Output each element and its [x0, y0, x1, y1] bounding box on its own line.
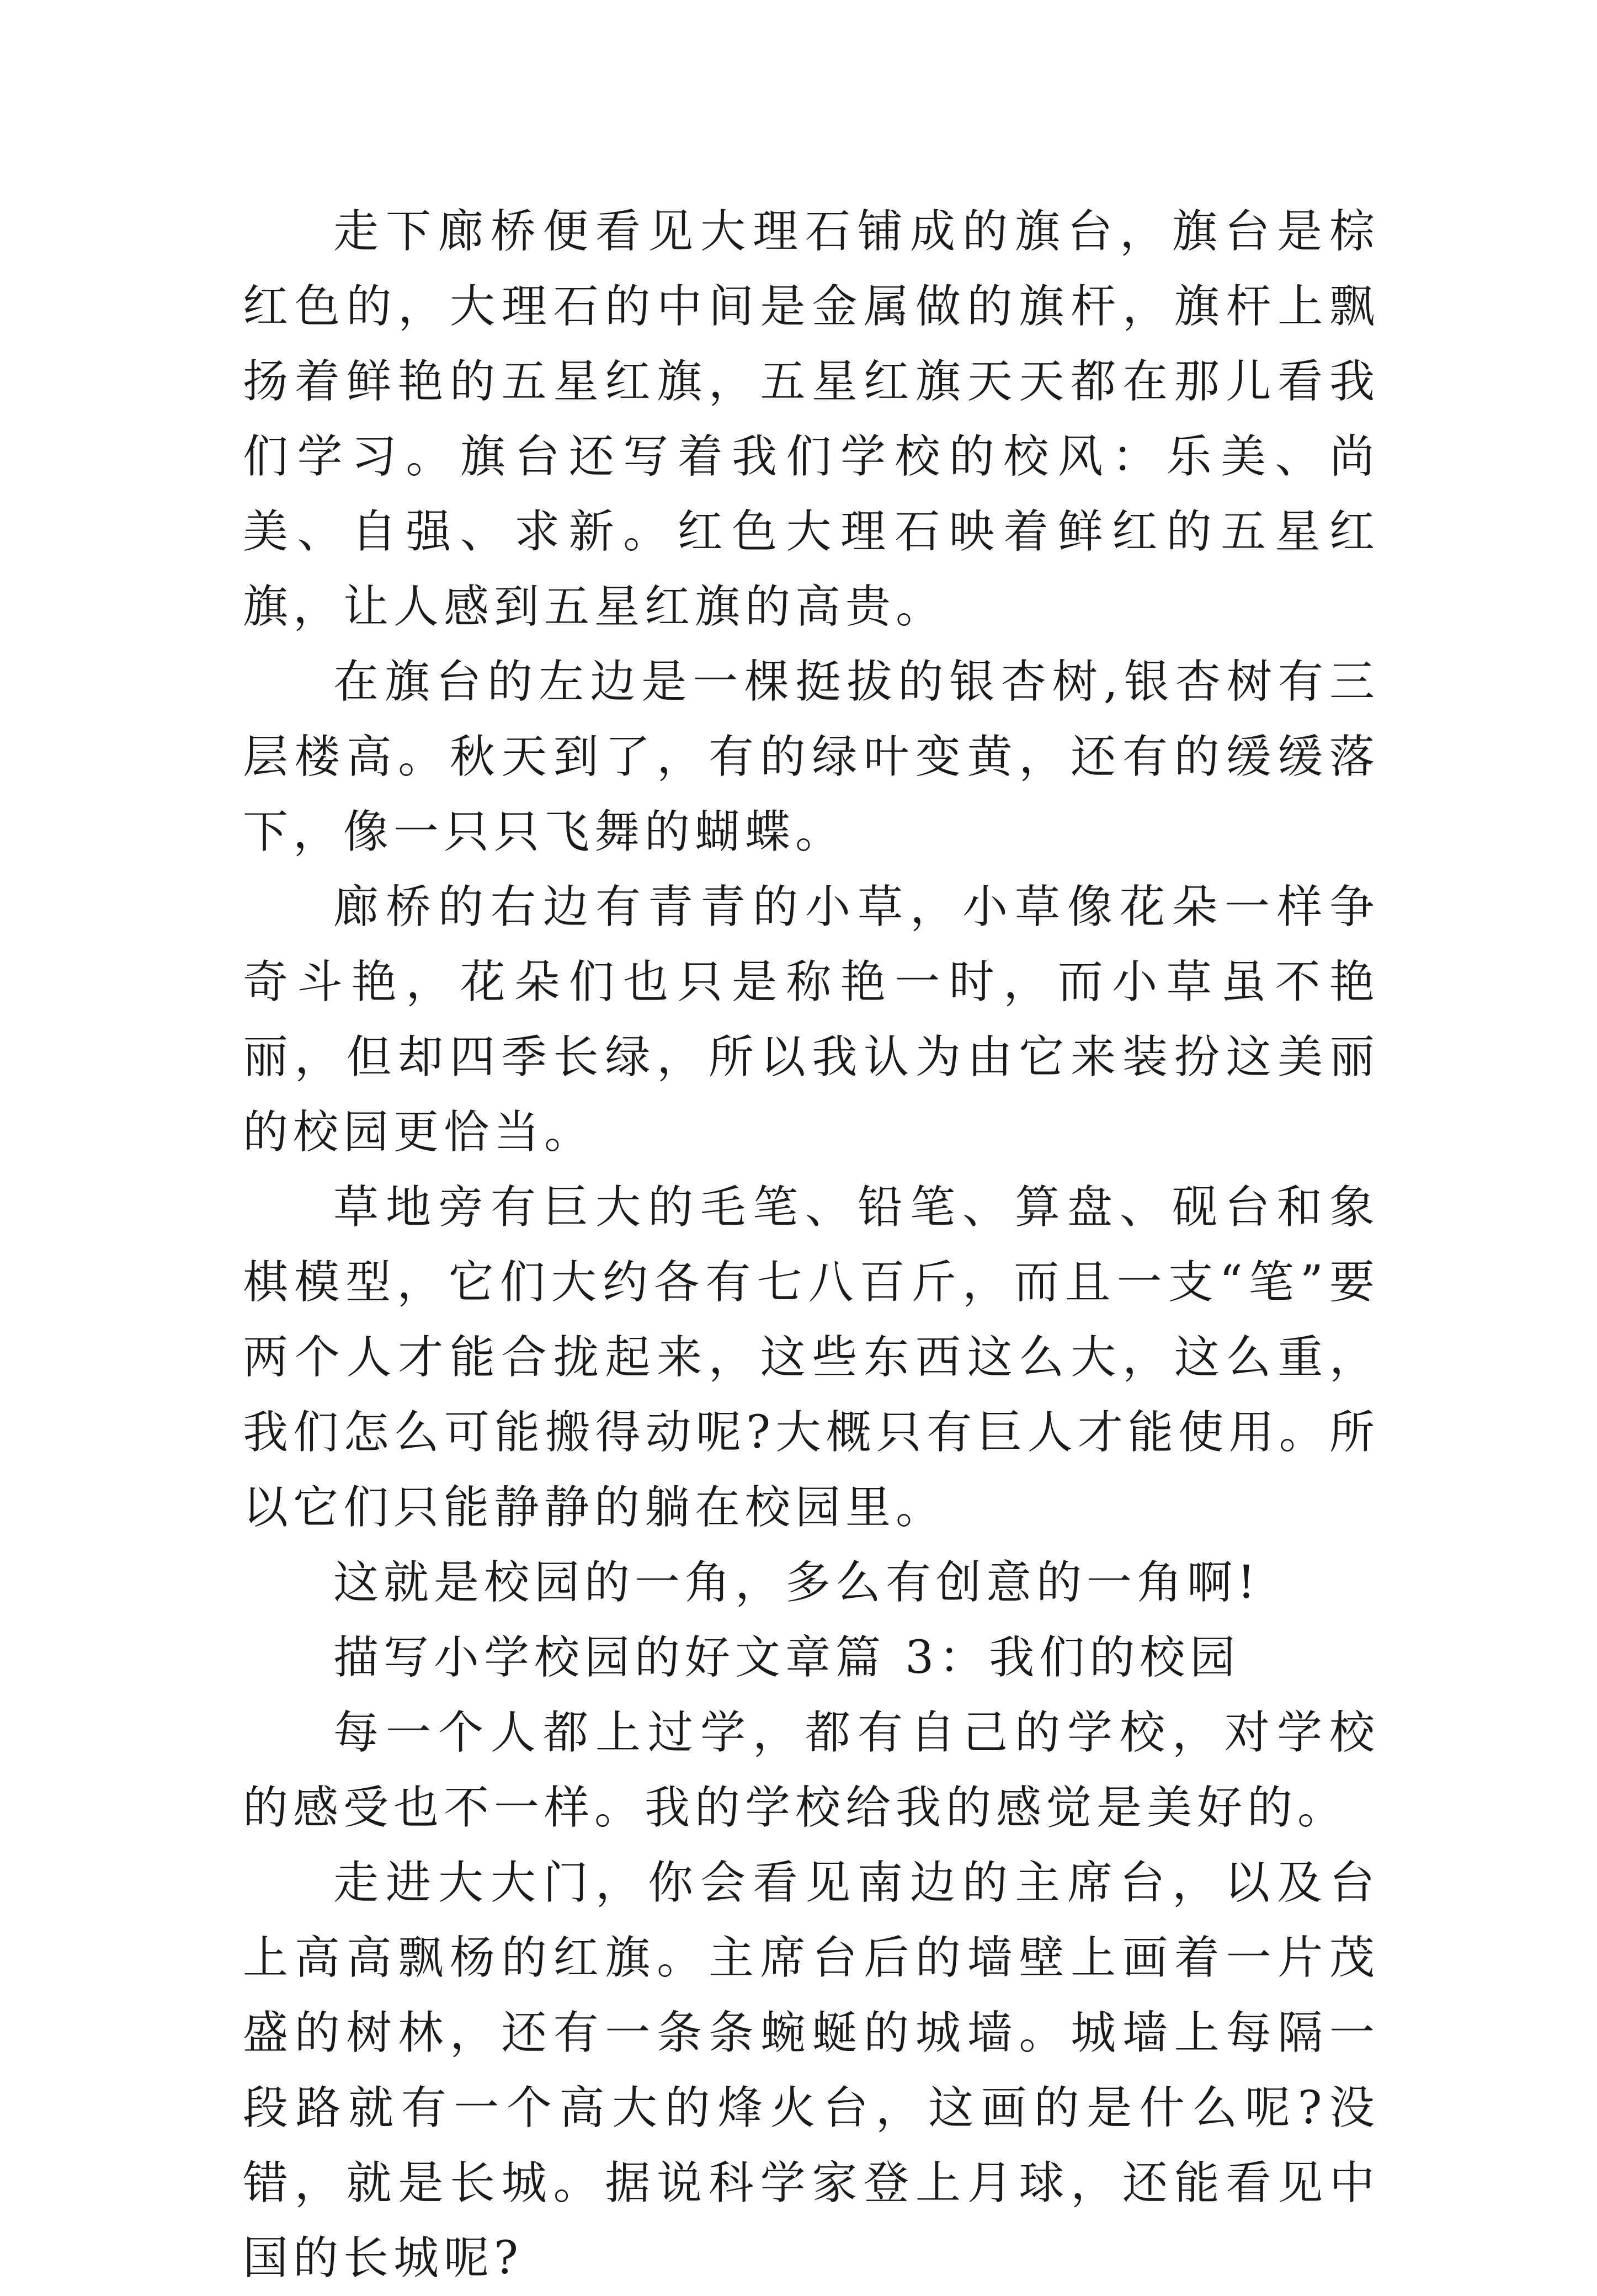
- paragraph-ginkgo-tree: 在旗台的左边是一棵挺拔的银杏树,银杏树有三层楼高。秋天到了，有的绿叶变黄，还有的缓缓落下，像一只只飞舞的蝴蝶。: [243, 656, 1380, 858]
- paragraph-main-stage: 走进大大门，你会看见南边的主席台，以及台上高高飘杨的红旗。主席台后的墙壁上画着一片茂盛的树林，还有一条条蜿蜒的城墙。城墙上每隔一段路就有一个高大的烽火台，这画的是什么呢?没错，就是长城。据说科学家登上月球，还能看见中国的长城呢?: [243, 1857, 1380, 2284]
- article-body: [243, 194, 1380, 2296]
- paragraph-grass: 廊桥的右边有青青的小草，小草像花朵一样争奇斗艳，花朵们也只是称艳一时，而小草虽不艳丽，但却四季长绿，所以我认为由它来装扮这美丽的校园更恰当。: [243, 881, 1380, 1158]
- paragraph-giant-models: 草地旁有巨大的毛笔、铅笔、算盘、砚台和象棋模型，它们大约各有七八百斤，而且一支“笔”要两个人才能合拢起来，这些东西这么大，这么重，我们怎么可能搬得动呢?大概只有巨人才能使用。所以它们只能静静的躺在校园里。: [243, 1181, 1380, 1534]
- paragraph-corner-summary: 这就是校园的一角，多么有创意的一角啊!: [333, 1556, 1260, 1609]
- paragraph-school-feeling: 每一个人都上过学，都有自己的学校，对学校的感受也不一样。我的学校给我的感觉是美好的。: [243, 1707, 1380, 1834]
- paragraph-flag-platform: 走下廊桥便看见大理石铺成的旗台，旗台是棕红色的，大理石的中间是金属做的旗杆，旗杆上飘扬着鲜艳的五星红旗，五星红旗天天都在那儿看我们学习。旗台还写着我们学校的校风：乐美、尚美、自强、求新。红色大理石映着鲜红的五星红旗，让人感到五星红旗的高贵。: [243, 205, 1380, 633]
- section-heading: 描写小学校园的好文章篇 3：我们的校园: [333, 1631, 1241, 1684]
